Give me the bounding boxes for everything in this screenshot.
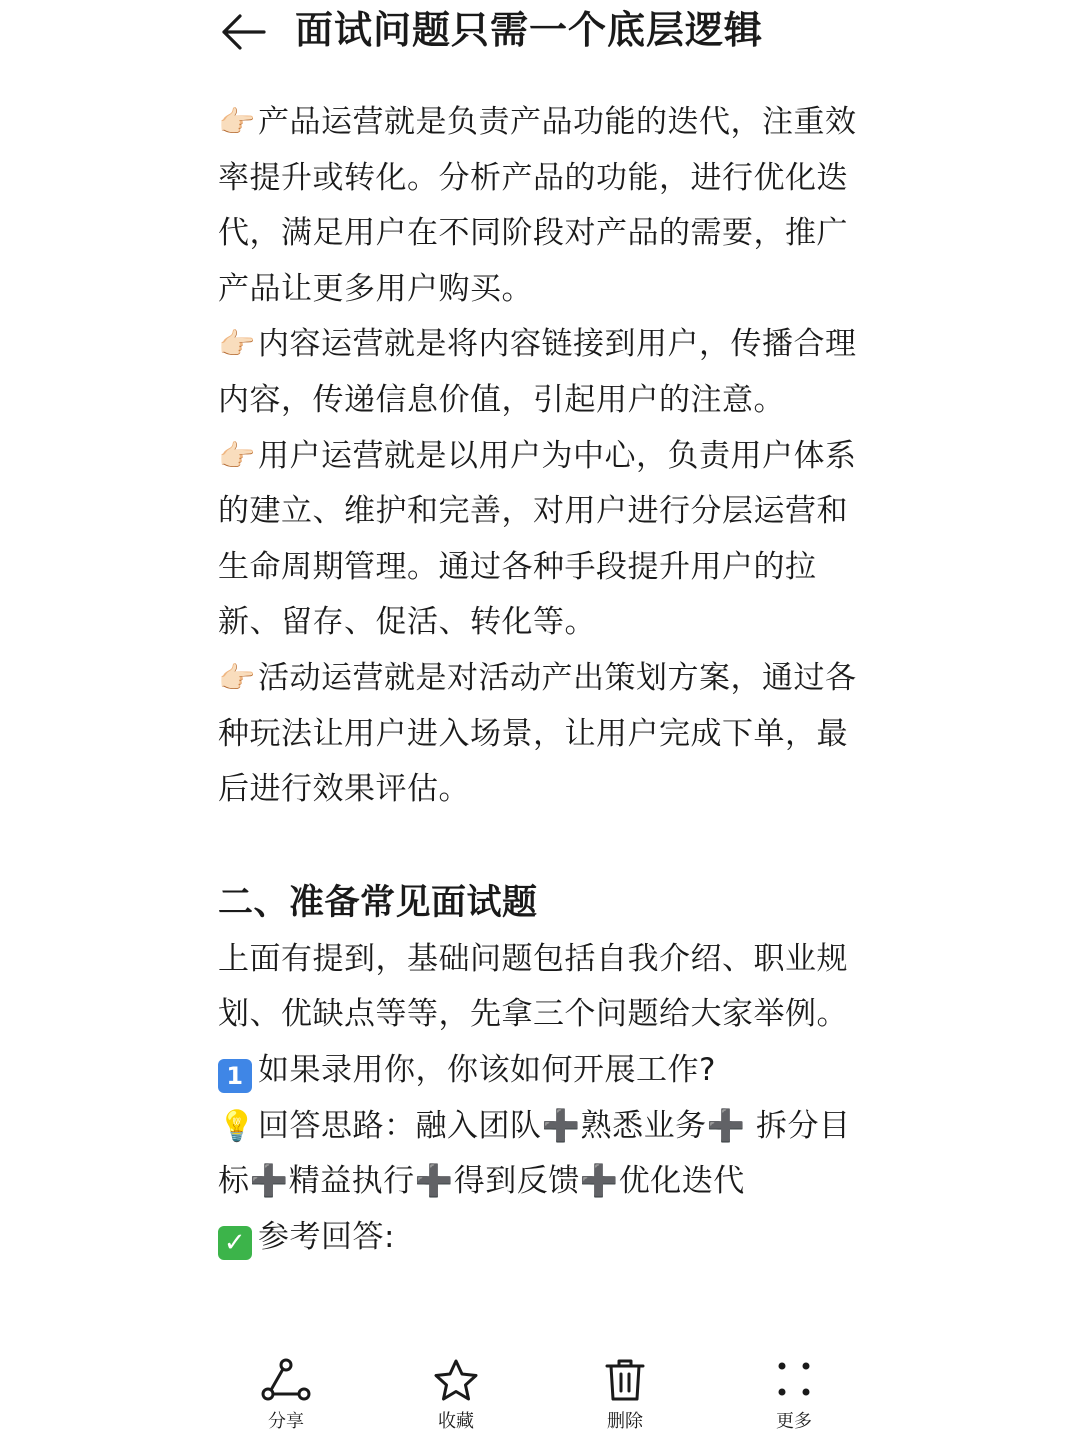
star-icon bbox=[431, 1358, 481, 1402]
paragraph-user-ops: 👉🏻用户运营就是以用户为中心，负责用户体系的建立、维护和完善，对用户进行分层运营和生命周期管理。通过各种手段提升用户的拉新、留存、促活、转化等。 bbox=[218, 429, 878, 651]
page-title: 面试问题只需一个底层逻辑 bbox=[295, 8, 764, 52]
more-icon bbox=[769, 1358, 819, 1402]
share-icon bbox=[261, 1358, 311, 1402]
spacer bbox=[218, 818, 878, 874]
pointing-hand-icon: 👉🏻 bbox=[218, 660, 256, 696]
back-button[interactable] bbox=[218, 6, 270, 58]
paragraph-product-ops: 👉🏻产品运营就是负责产品功能的迭代，注重效率提升或转化。分析产品的功能，进行优化迭代，满足用户在不同阶段对产品的需要，推广产品让更多用户购买。 bbox=[218, 95, 878, 317]
header bbox=[0, 0, 1080, 72]
pointing-hand-icon: 👉🏻 bbox=[218, 327, 256, 363]
answer-label: ✓ 参考回答: bbox=[218, 1210, 878, 1266]
more-button[interactable]: 更多 bbox=[734, 1350, 854, 1440]
lightbulb-icon: 💡 bbox=[218, 1108, 256, 1144]
answer-hint: 💡回答思路：融入团队➕熟悉业务➕ 拆分目标➕精益执行➕得到反馈➕优化迭代 bbox=[218, 1099, 878, 1210]
delete-button[interactable]: 删除 bbox=[565, 1350, 685, 1440]
check-mark-icon: ✓ bbox=[218, 1226, 252, 1260]
question-1: 1 如果录用你，你该如何开展工作? bbox=[218, 1043, 878, 1099]
paragraph-event-ops: 👉🏻活动运营就是对活动产出策划方案，通过各种玩法让用户进入场景，让用户完成下单，最后进行效果评估。 bbox=[218, 651, 878, 818]
article-body bbox=[218, 95, 878, 1265]
arrow-left-icon bbox=[218, 6, 270, 58]
pointing-hand-icon: 👉🏻 bbox=[218, 438, 256, 474]
paragraph-content-ops: 👉🏻内容运营就是将内容链接到用户，传播合理内容，传递信息价值，引起用户的注意。 bbox=[218, 317, 878, 428]
bottom-action-bar bbox=[0, 1342, 1080, 1440]
pointing-hand-icon: 👉🏻 bbox=[218, 105, 256, 140]
section-intro: 上面有提到，基础问题包括自我介绍、职业规划、优缺点等等，先拿三个问题给大家举例。 bbox=[218, 940, 848, 1033]
trash-icon bbox=[600, 1358, 650, 1402]
share-button[interactable]: 分享 bbox=[226, 1350, 346, 1440]
favorite-button[interactable]: 收藏 bbox=[396, 1350, 516, 1440]
number-one-icon: 1 bbox=[218, 1059, 252, 1093]
section-heading: 二、准备常见面试题 bbox=[218, 882, 538, 923]
